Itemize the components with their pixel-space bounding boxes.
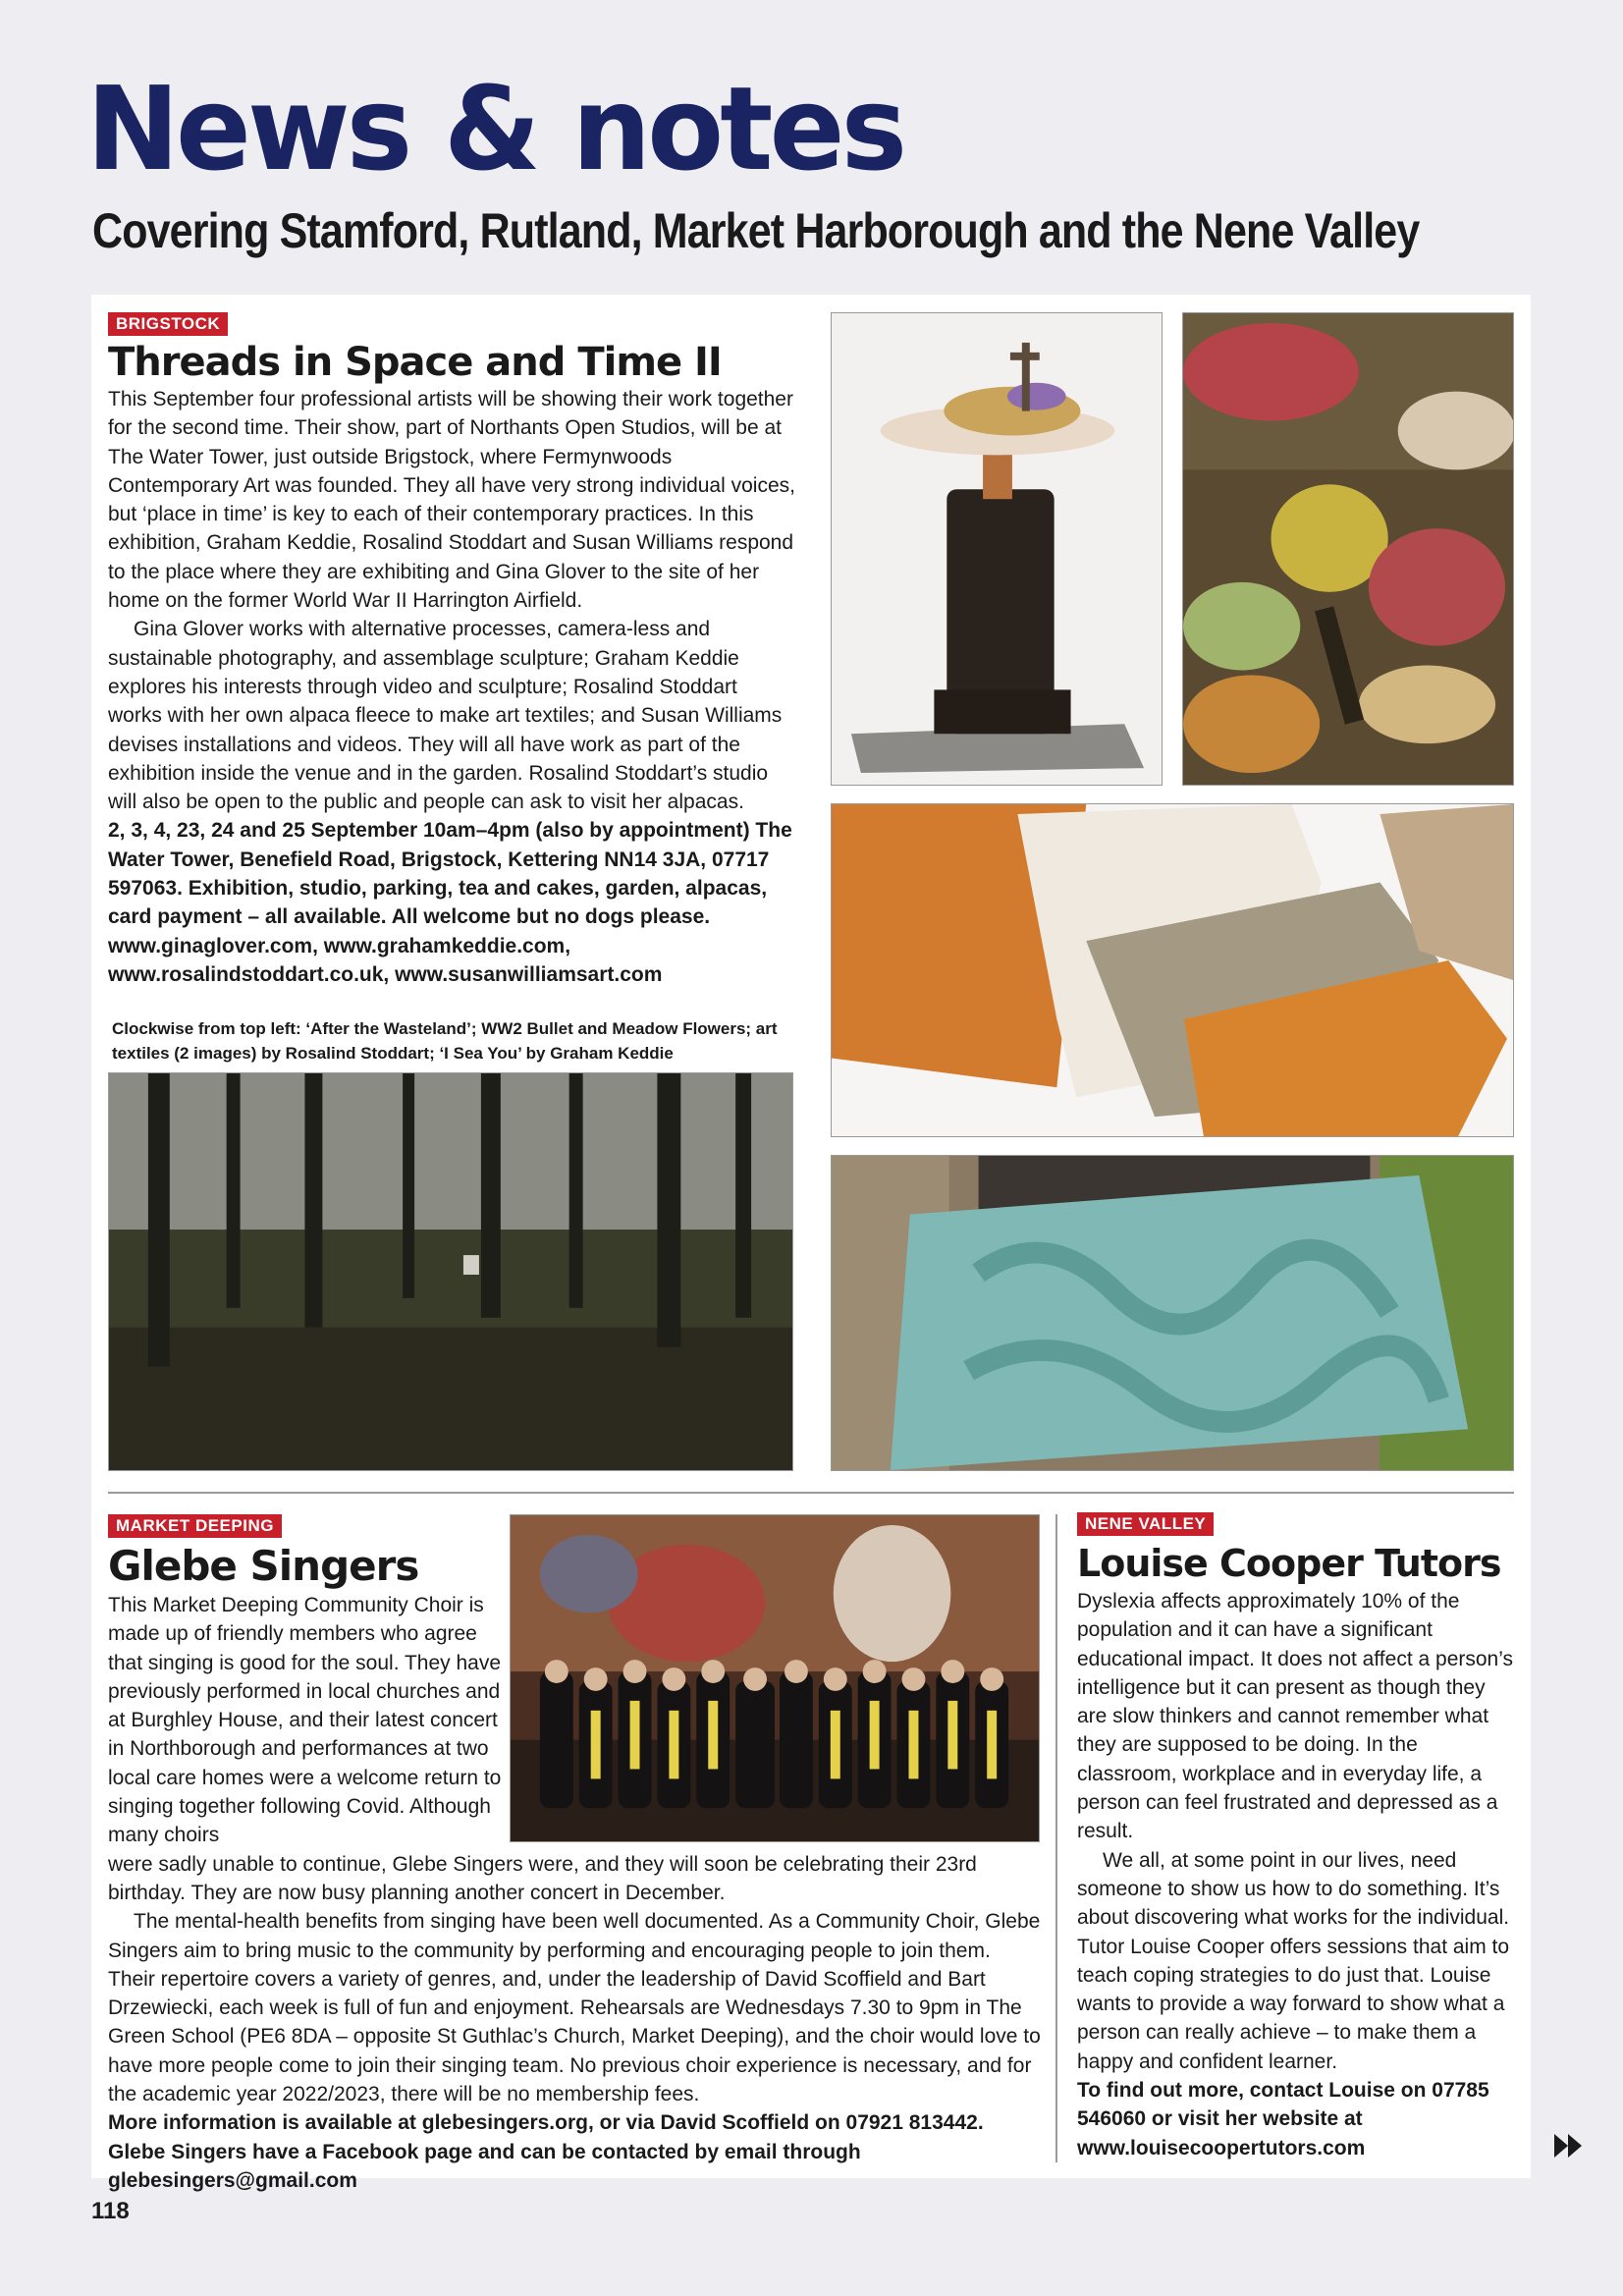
next-page-arrow-icon: [1554, 2134, 1584, 2158]
article-tag: BRIGSTOCK: [108, 312, 228, 336]
page-number: 118: [91, 2198, 130, 2224]
contact-info: To find out more, contact Louise on 07785 546060 or visit her website at www.louisecoopertutors.com: [1077, 2079, 1489, 2159]
masthead-subtitle: Covering Stamford, Rutland, Market Harborough and the Nene Valley: [92, 203, 1420, 258]
article-headline: Threads in Space and Time II: [108, 340, 722, 385]
article-brigstock: [108, 312, 795, 1066]
masthead-title: News & notes: [86, 61, 904, 196]
event-details: 2, 3, 4, 23, 24 and 25 September 10am–4pm (also by appointment) The Water Tower, Benefield Road, Brigstock, Kettering NN14 3JA, 07717 597063. Exhibition, studio, parking, tea and cakes, garden, alpacas, card payment – all available. All welcome but no dogs please. www.ginaglover.com, www.grahamkeddie.com, www.rosalindstoddart.co.uk, www.susanwilliamsart.com: [108, 819, 792, 986]
section-divider: [108, 1492, 1514, 1494]
article-headline: Glebe Singers: [108, 1542, 419, 1590]
article-paragraph: were sadly unable to continue, Glebe Singers were, and they will soon be celebrating their 23rd birthday. They are now busy planning another concert in December.: [108, 1852, 977, 1904]
article-paragraph: Dyslexia affects approximately 10% of the population and it can have a significant educational impact. It does not affect a person’s intelligence but it can present as though they are slow thinkers and cannot remember what they are supposed to be doing. In the classroom, workplace and in everyday life, a person can feel frustrated and depressed as a result.: [1077, 1590, 1514, 1843]
article-headline: Louise Cooper Tutors: [1077, 1542, 1501, 1585]
photo-woodland: [108, 1072, 793, 1471]
contact-info: More information is available at glebesingers.org, or via David Scoffield on 07921 813442. Glebe Singers have a Facebook page and can be contacted by email through glebesingers@gmail.com: [108, 2111, 984, 2192]
article-paragraph: Gina Glover works with alternative processes, camera-less and sustainable photography, and assemblage sculpture; Graham Keddie explores his interests through video and sculpture; Rosalind Stoddart works with her own alpaca fleece to make art textiles; and Susan Williams devises installations and videos. They will all have work as part of the exhibition inside the venue and in the garden. Rosalind Stoddart’s studio will also be open to the public and people can ask to visit her alpacas.: [108, 618, 783, 814]
photo-textile-cushions: [831, 803, 1514, 1137]
column-divider: [1055, 1514, 1057, 2162]
photo-sculpture: [831, 312, 1163, 786]
photo-blue-textile: [831, 1155, 1514, 1471]
photo-choir: [510, 1514, 1040, 1842]
article-paragraph: This September four professional artists will be showing their work together for the second time. Their show, part of Northants Open Studios, will be at The Water Tower, just outside Brigstock, where Fermynwoods Contemporary Art was founded. They all have very strong individual voices, but ‘place in time’ is key to each of their contemporary practices. In this exhibition, Graham Keddie, Rosalind Stoddart and Susan Williams respond to the place where they are exhibiting and Gina Glover to the site of her home on the former World War II Harrington Airfield.: [108, 388, 795, 613]
article-paragraph: This Market Deeping Community Choir is made up of friendly members who agree that singing is good for the soul. They have previously performed in local churches and at Burghley House, and their latest concert in Northborough and performances at two local care homes were a welcome return to singing together following Covid. Although many choirs: [108, 1594, 502, 1847]
photo-caption: Clockwise from top left: ‘After the Wasteland’; WW2 Bullet and Meadow Flowers; art textiles (2 images) by Rosalind Stoddart; ‘I Sea You’ by Graham Keddie: [112, 1019, 778, 1064]
article-paragraph: The mental-health benefits from singing have been well documented. As a Community Choir, Glebe Singers aim to bring music to the community by performing and encouraging people to join them. Their repertoire covers a variety of genres, and, under the leadership of David Scoffield and Bart Drzewiecki, each week is full of fun and enjoyment. Rehearsals are Wednesdays 7.30 to 9pm in The Green School (PE6 8DA – opposite St Guthlac’s Church, Market Deeping), and the choir would love to have more people come to join their singing team. No previous choir experience is necessary, and for the academic year 2022/2023, there will be no membership fees.: [108, 1910, 1041, 2106]
article-tag: MARKET DEEPING: [108, 1514, 282, 1538]
photo-bullet-flowers: [1182, 312, 1514, 786]
article-paragraph: We all, at some point in our lives, need someone to show us how to do something. It’s about discovering what works for the individual. Tutor Louise Cooper offers sessions that aim to teach coping strategies to do just that. Louise wants to provide a way forward to show what a person can really achieve – to make them a happy and confident learner.: [1077, 1848, 1510, 2073]
article-body: [108, 385, 795, 989]
article-tag: NENE VALLEY: [1077, 1512, 1214, 1536]
article-nene-valley: [1077, 1512, 1519, 2162]
article-body: [1077, 1587, 1519, 2162]
